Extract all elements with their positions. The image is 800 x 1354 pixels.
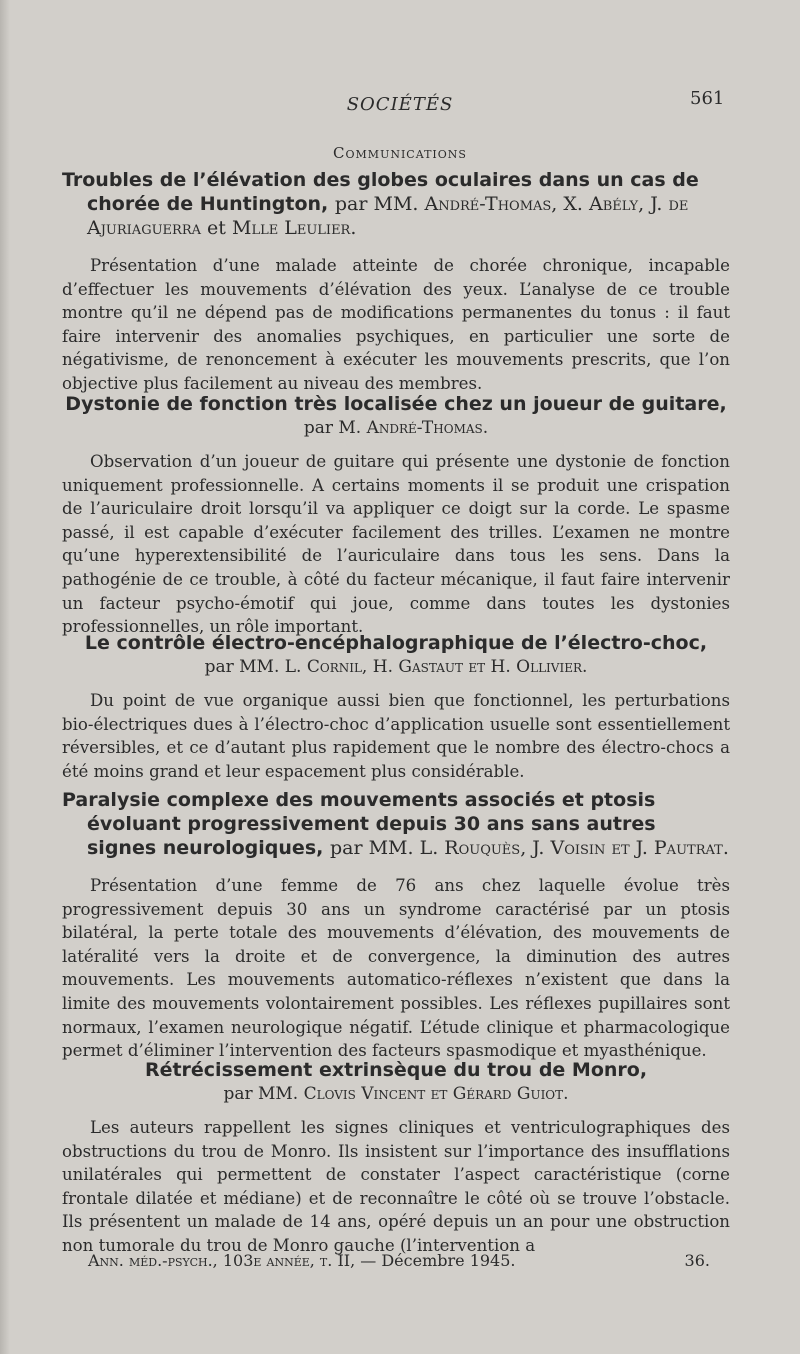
section-heading: Communications [333,144,467,162]
article-2 [62,392,730,639]
article-1 [62,168,730,396]
article-3 [62,631,730,783]
article-5-title: Rétrécissement extrinsèque du trou de Monro, [144,1059,648,1081]
article-5 [62,1058,730,1258]
footer-journal: Ann. méd.-psych., 103e année, t. II, [88,1251,356,1270]
footer-date: — Décembre 1945. [360,1251,516,1270]
article-4 [62,788,730,1063]
footer-signature: 36. [684,1251,710,1270]
article-1-title: Troubles de l’élévation des globes oculaires dans un cas de chorée de Huntington, [62,169,699,215]
article-5-authors: par MM. Clovis Vincent et Gérard Guiot. [223,1084,569,1104]
running-header-title: SOCIÉTÉS [346,94,454,115]
article-4-authors: par MM. L. Rouquès, J. Voisin et J. Pautrat. [329,837,729,859]
page-edge-shadow [0,0,10,1354]
article-5-body: Les auteurs rappellent les signes cliniques et ventriculographiques des obstructions du trou de Monro. Ils insistent sur l’importance des insufflations unilatérales qui permettent de constater l’aspect caractéristique (corne frontale dilatée et médiane) et de reconnaître le côté où se trouve l’obstacle. Ils présentent un malade de 14 ans, opéré depuis un an pour une obstruction non tumorale du trou de Monro gauche (l’intervention a [62,1118,730,1255]
page-footer [88,1251,710,1270]
article-4-body: Présentation d’une femme de 76 ans chez laquelle évolue très progressivement depuis 30 ans un syndrome caractérisé par un ptosis bilatéral, la perte totale des mouvements d’élévation, des mouvements de latéralité vers la droite et de convergence, la diminution des autres mouvements. Les mouvements automatico-réflexes n’existent que dans la limite des mouvements volontairement possibles. Les réflexes pupillaires sont normaux, l’examen neurologique négatif. L’étude clinique et pharmacologique permet d’éliminer l’intervention des facteurs spasmodique et myasthénique. [62,876,730,1061]
article-1-body: Présentation d’une malade atteinte de chorée chronique, incapable d’effectuer les mouvements d’élévation des yeux. L’analyse de ce trouble montre qu’il ne dépend pas de modifications permanentes du tonus : il faut faire intervenir des anomalies psychiques, en particulier une sorte de négativisme, de renoncement à exécuter les mouvements prescrits, que l’on objective plus facilement au niveau des membres. [62,256,730,393]
article-2-authors: par M. André-Thomas. [303,418,489,438]
page-number: 561 [690,88,725,109]
article-4-title: Paralysie complexe des mouvements associés et ptosis évoluant progressivement depuis 30 ans sans autres signes neurologiques, [62,789,656,859]
article-3-title: Le contrôle électro-encéphalographique de l’électro-choc, [84,632,708,654]
article-3-authors: par MM. L. Cornil, H. Gastaut et H. Ollivier. [204,657,588,677]
article-1-authors: par MM. André-Thomas, X. Abély, J. de Ajuriaguerra et Mlle Leulier. [87,193,689,239]
article-4-heading [62,788,730,860]
article-1-heading [62,168,730,240]
article-3-body: Du point de vue organique aussi bien que fonctionnel, les perturbations bio-électriques dues à l’électro-choc d’application usuelle sont essentiellement réversibles, et ce d’autant plus rapidement que le nombre des électro-chocs a été moins grand et leur espacement plus considérable. [62,691,730,781]
article-2-body: Observation d’un joueur de guitare qui présente une dystonie de fonction uniquement professionnelle. A certains moments il se produit une crispation de l’auriculaire droit lorsqu’il va appliquer ce doigt sur la corde. Le spasme passé, il est capable d’exécuter facilement des trilles. L’examen ne montre qu’une hyperextensibilité de l’auriculaire dans tous les sens. Dans la pathogénie de ce trouble, à côté du facteur mécanique, il faut faire intervenir un facteur psycho-émotif qui joue, comme dans toutes les dystonies professionnelles, un rôle important. [62,452,730,637]
article-2-title: Dystonie de fonction très localisée chez un joueur de guitare, [65,393,727,415]
footer-citation [88,1251,516,1270]
